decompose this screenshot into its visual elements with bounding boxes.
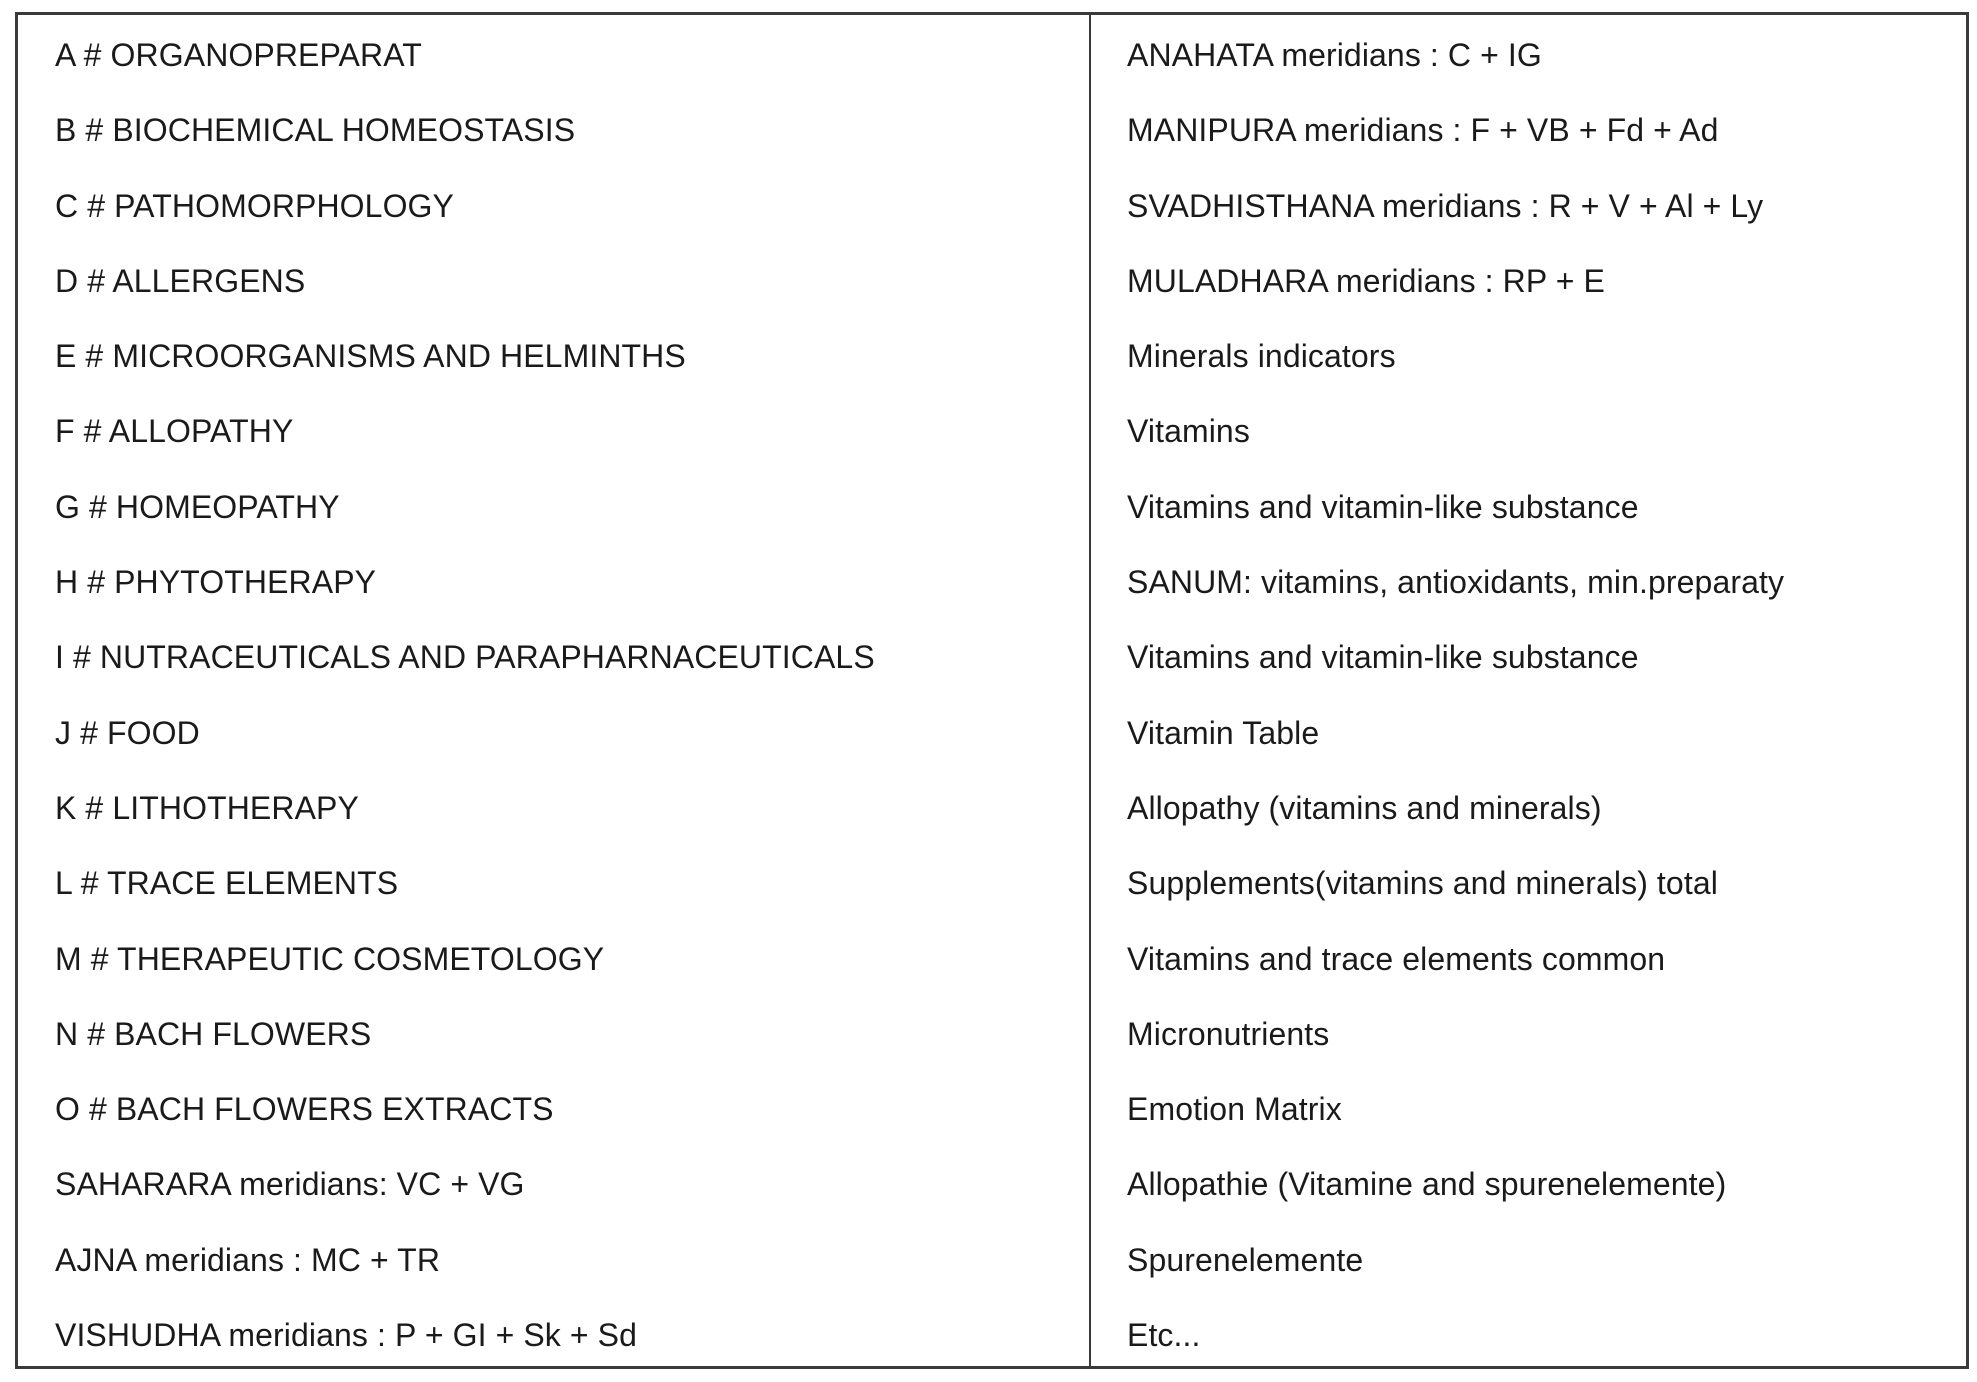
right-column [1091,15,1966,1366]
list-item: Vitamins and vitamin-like substance [1127,639,1639,676]
list-item: Allopathie (Vitamine and spurenelemente) [1127,1166,1727,1203]
list-item: ANAHATA meridians : C + IG [1127,37,1542,73]
list-item: Vitamins and trace elements common [1127,940,1666,977]
list-item: I # NUTRACEUTICALS AND PARAPHARNACEUTICALS [55,639,875,676]
category-table [15,12,1969,1369]
list-item: MANIPURA meridians : F + VB + Fd + Ad [1127,112,1719,149]
list-item: Vitamins [1127,413,1250,450]
list-item: A # ORGANOPREPARAT [55,37,422,73]
list-item: VISHUDHA meridians : P + GI + Sk + Sd [55,1317,638,1354]
list-item: Vitamin Table [1127,714,1320,751]
list-item: M # THERAPEUTIC COSMETOLOGY [55,940,605,977]
list-item: G # HOMEOPATHY [55,488,340,525]
list-item: C # PATHOMORPHOLOGY [55,187,454,224]
list-item: N # BACH FLOWERS [55,1015,372,1052]
list-item: Micronutrients [1127,1015,1330,1052]
list-item: E # MICROORGANISMS AND HELMINTHS [55,338,686,375]
list-item: Etc... [1127,1317,1201,1354]
list-item: F # ALLOPATHY [55,413,294,450]
list-item: Emotion Matrix [1127,1091,1342,1128]
list-item: Vitamins and vitamin-like substance [1127,488,1639,525]
list-item: Minerals indicators [1127,338,1396,375]
list-item: AJNA meridians : MC + TR [55,1241,441,1278]
list-item: SVADHISTHANA meridians : R + V + Al + Ly [1127,187,1764,224]
list-item: Spurenelemente [1127,1241,1364,1278]
list-item: Supplements(vitamins and minerals) total [1127,865,1718,902]
list-item: D # ALLERGENS [55,262,306,299]
list-item: J # FOOD [55,714,200,751]
list-item: O # BACH FLOWERS EXTRACTS [55,1091,554,1128]
list-item: SANUM: vitamins, antioxidants, min.preparaty [1127,564,1785,601]
left-column [18,15,1091,1366]
list-item: L # TRACE ELEMENTS [55,865,399,902]
list-item: MULADHARA meridians : RP + E [1127,262,1605,299]
list-item: SAHARARA meridians: VC + VG [55,1166,525,1203]
list-item: B # BIOCHEMICAL HOMEOSTASIS [55,112,576,149]
list-item: H # PHYTOTHERAPY [55,564,377,601]
list-item: Allopathy (vitamins and minerals) [1127,789,1602,826]
list-item: K # LITHOTHERAPY [55,789,359,826]
